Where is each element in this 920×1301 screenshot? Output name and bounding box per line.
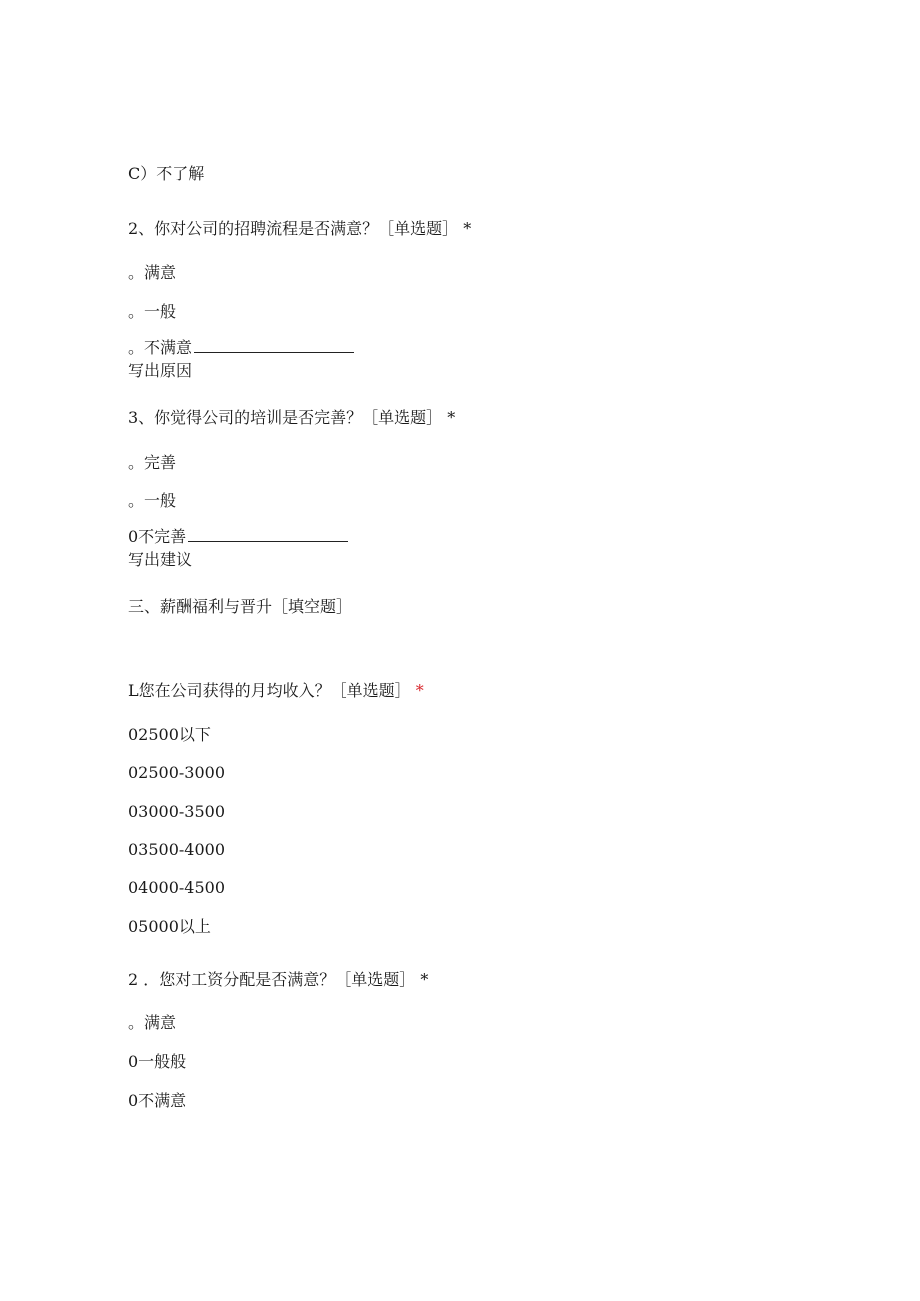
q3-option-complete[interactable] [128,455,176,471]
suggestion-label: 写出建议 [128,550,193,569]
s1-option-above-5000[interactable] [128,919,211,935]
required-mark: * [420,970,429,989]
question-text: 2 ．您对工资分配是否满意？［单选题］ [128,970,416,989]
s1-option-3000-3500[interactable] [128,804,225,820]
section-3-heading [128,599,352,615]
salary-question-1-title [128,683,424,699]
option-label: 0不完善 [128,527,187,546]
s2-option-satisfied[interactable] [128,1015,176,1031]
option-label: 03500-4000 [128,840,226,859]
question-2-title [128,221,471,237]
option-label: 。不满意 [128,338,193,357]
q3-option-incomplete[interactable] [128,527,348,545]
required-mark: * [463,219,472,238]
s2-option-unsatisfied[interactable] [128,1093,186,1109]
reason-label: 写出原因 [128,361,193,380]
s1-option-4000-4500[interactable] [128,880,225,896]
section-text: 三、薪酬福利与晋升［填空题］ [128,597,353,616]
question-text: 2、你对公司的招聘流程是否满意？［单选题］ [128,219,459,238]
option-label: 。满意 [128,1013,177,1032]
required-mark: * [415,681,424,700]
q3-suggestion-label [128,552,192,568]
option-label: C）不了解 [128,164,205,183]
s1-option-below-2500[interactable] [128,727,211,743]
option-label: 。完善 [128,453,177,472]
question-3-title [128,410,455,426]
q2-option-satisfied[interactable] [128,265,176,281]
option-label: 05000以上 [128,917,211,936]
question-text: 3、你觉得公司的培训是否完善？［单选题］ [128,408,443,427]
reason-input-line[interactable] [194,338,354,353]
suggestion-input-line[interactable] [188,527,348,542]
question-text: L您在公司获得的月均收入？［单选题］ [128,681,411,700]
s2-option-average[interactable] [128,1054,186,1070]
required-mark: * [447,408,456,427]
s1-option-3500-4000[interactable] [128,842,225,858]
option-label: 0不满意 [128,1091,187,1110]
option-label: 03000-3500 [128,802,226,821]
q2-option-unsatisfied[interactable] [128,338,354,356]
option-label: 04000-4500 [128,878,226,897]
s1-option-2500-3000[interactable] [128,765,225,781]
option-label: 02500以下 [128,725,211,744]
q2-reason-label [128,363,192,379]
option-c-unknown[interactable] [128,166,204,182]
salary-question-2-title [128,972,428,988]
option-label: 。一般 [128,302,177,321]
option-label: 02500-3000 [128,763,226,782]
q3-option-average[interactable] [128,493,176,509]
option-label: 。满意 [128,263,177,282]
q2-option-average[interactable] [128,304,176,320]
option-label: 。一般 [128,491,177,510]
option-label: 0一般般 [128,1052,187,1071]
